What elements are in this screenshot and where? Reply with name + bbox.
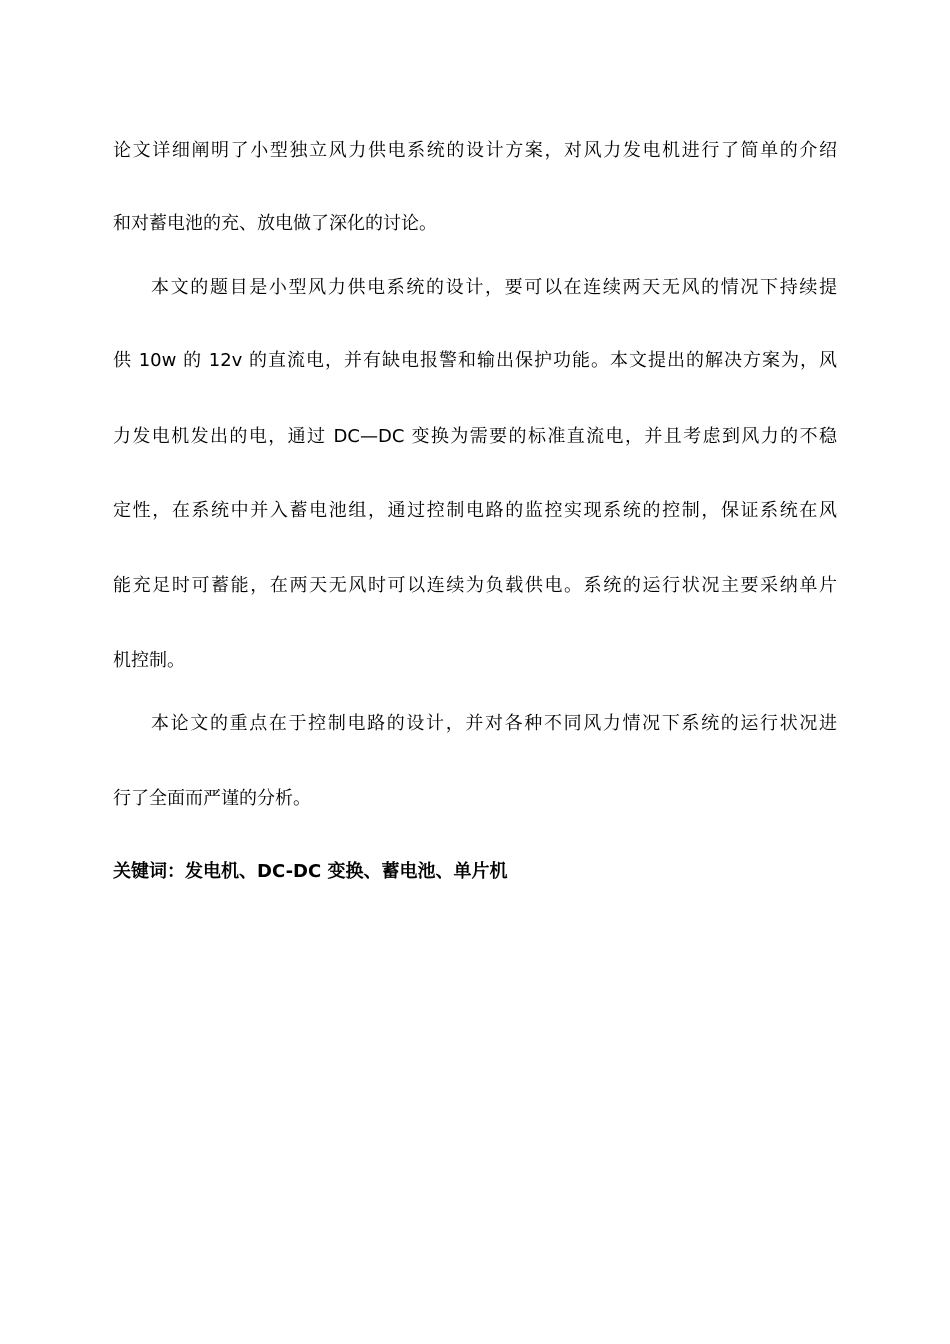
- paragraph-1-line-2: 和对蓄电池的充、放电做了深化的讨论。: [113, 213, 437, 234]
- paragraph-2-line-3: 力发电机发出的电，通过 DC—DC 变换为需要的标准直流电，并且考虑到风力的不稳: [113, 426, 837, 447]
- paragraph-2-line-2: 供 10w 的 12v 的直流电，并有缺电报警和输出保护功能。本文提出的解决方案为，风: [113, 350, 837, 371]
- paragraph-2-line-6: 机控制。: [113, 650, 185, 671]
- paragraph-3-line-1: 本论文的重点在于控制电路的设计，并对各种不同风力情况下系统的运行状况进: [151, 713, 837, 734]
- keywords-line: 关键词：发电机、DC-DC 变换、蓄电池、单片机: [113, 861, 508, 882]
- paragraph-2-line-5: 能充足时可蓄能，在两天无风时可以连续为负载供电。系统的运行状况主要采纳单片: [113, 575, 837, 596]
- paragraph-2-line-1: 本文的题目是小型风力供电系统的设计，要可以在连续两天无风的情况下持续提: [151, 277, 837, 298]
- paragraph-2-line-4: 定性，在系统中并入蓄电池组，通过控制电路的监控实现系统的控制，保证系统在风: [113, 500, 837, 521]
- paragraph-1-line-1: 论文详细阐明了小型独立风力供电系统的设计方案，对风力发电机进行了简单的介绍: [113, 140, 837, 161]
- paragraph-3-line-2: 行了全面而严谨的分析。: [113, 788, 311, 809]
